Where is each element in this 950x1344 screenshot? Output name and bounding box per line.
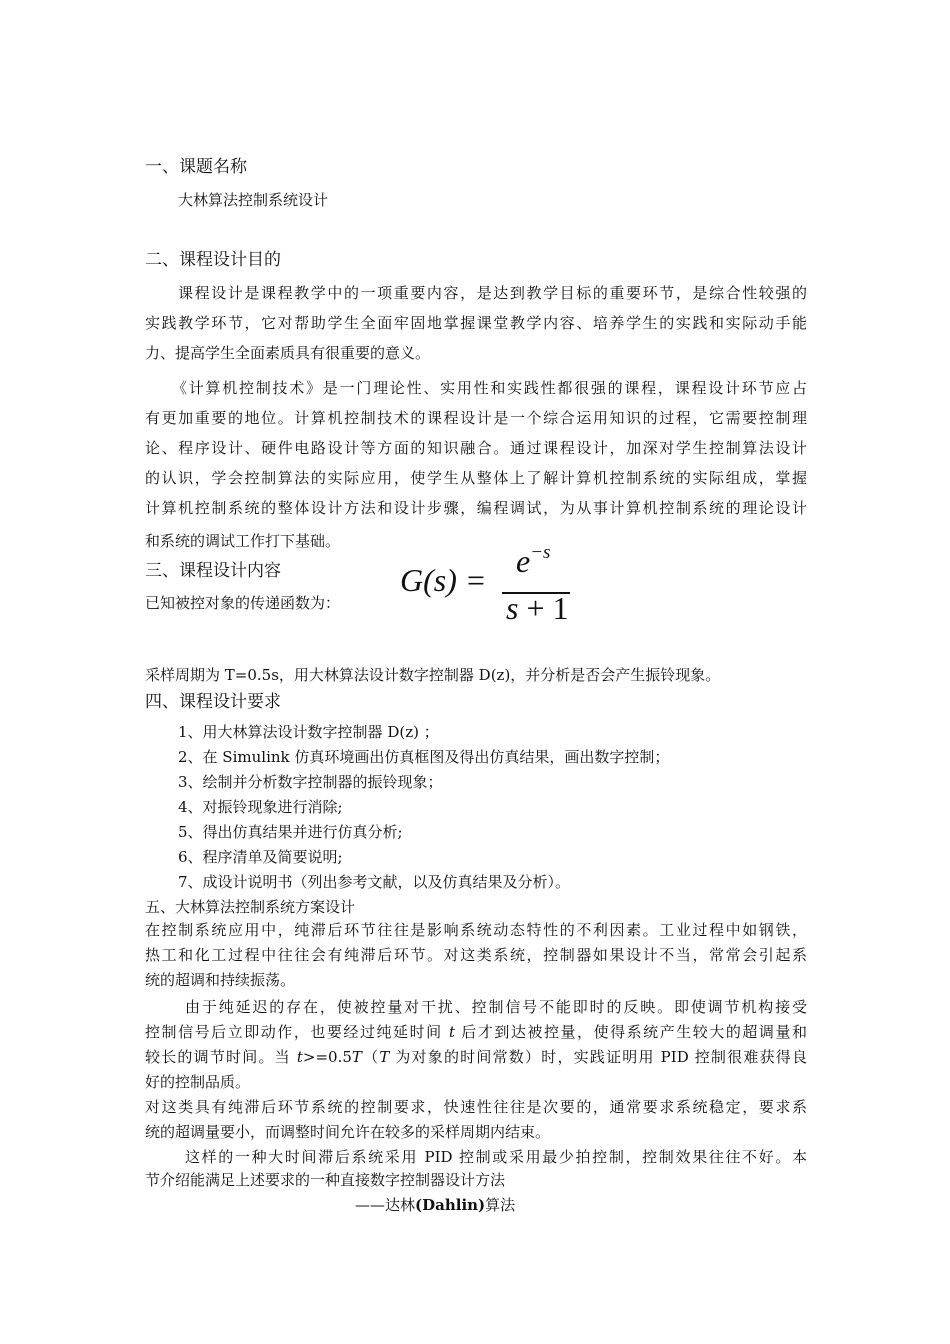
section-1-heading: 一、课题名称 (145, 157, 247, 177)
formula-numerator: $e^{-s}$ (516, 542, 551, 579)
section-3-heading: 三、课程设计内容 (145, 561, 281, 581)
requirement-item: 2、在 Simulink 仿真环境画出仿真框图及得出仿真结果，画出数字控制； (178, 748, 670, 766)
sec5-p1-line2: 热工和化工过程中往往会有纯滞后环节。对这类系统，控制器如果设计不当，常常会引起系 (145, 946, 807, 964)
sec2-p2-line3: 论、程序设计、硬件电路设计等方面的知识融合。通过课程设计，加深对学生控制算法设计 (145, 439, 807, 457)
section-5-heading: 五、大林算法控制系统方案设计 (145, 898, 356, 916)
sec2-p1-line1: 课程设计是课程教学中的一项重要内容，是达到教学目标的重要环节，是综合性较强的 (178, 284, 807, 302)
requirement-item: 3、绘制并分析数字控制器的振铃现象； (178, 773, 443, 791)
sec5-p1-line3: 统的超调和持续振荡。 (145, 971, 296, 989)
requirement-item: 7、成设计说明书（列出参考文献，以及仿真结果及分析）。 (178, 873, 571, 891)
requirement-item: 4、对振铃现象进行消除; (178, 798, 343, 816)
formula-exponent: −s (530, 542, 551, 563)
section-4-heading: 四、课程设计要求 (145, 692, 281, 712)
sec2-p1-line2: 实践教学环节，它对帮助学生全面牢固地掌握课堂教学内容、培养学生的实践和实际动手能 (145, 314, 807, 332)
section-2-heading: 二、课程设计目的 (145, 250, 281, 270)
transfer-function-formula (398, 540, 588, 630)
sec2-p1-line3: 力、提高学生全面素质具有很重要的意义。 (145, 344, 431, 362)
sec2-p2-line4: 的认识，学会控制算法的实际应用，使学生从整体上了解计算机控制系统的实际组成，掌握 (145, 469, 807, 487)
transfer-function-intro: 已知被控对象的传递函数为： (145, 594, 341, 612)
formula-denominator: s + 1 (506, 590, 569, 626)
sec5-p2-line3: 较长的调节时间。当 t>=0.5T（T 为对象的时间常数）时，实践证明用 PID 控制很难获得良 (145, 1048, 807, 1066)
sec2-p2-line1: 《计算机控制技术》是一门理论性、实用性和实践性都很强的课程，课程设计环节应占 (172, 379, 807, 397)
sampling-period-text: 采样周期为 T=0.5s，用大林算法设计数字控制器 D(z)，并分析是否会产生振铃现象。 (145, 666, 721, 684)
sec2-p2-line6: 和系统的调试工作打下基础。 (145, 532, 341, 550)
requirement-item: 6、程序清单及简要说明; (178, 848, 343, 866)
project-title: 大林算法控制系统设计 (178, 191, 329, 209)
sec5-p3-line2: 统的超调量要小，而调整时间允许在较多的采样周期内结束。 (145, 1123, 551, 1141)
sec5-p4-line1: 这样的一种大时间滞后系统采用 PID 控制或采用最少拍控制，控制效果往往不好。本 (185, 1148, 807, 1166)
sec5-p4-line2: 节介绍能满足上述要求的一种直接数字控制器设计方法 (145, 1171, 506, 1189)
sec5-p2-line1: 由于纯延迟的存在，使被控量对干扰、控制信号不能即时的反映。即使调节机构接受 (185, 998, 807, 1016)
dahlin-algorithm-title: ——达林(Dahlin)算法 (355, 1196, 516, 1214)
sec2-p2-line5: 计算机控制系统的整体设计方法和设计步骤，编程调试，为从事计算机控制系统的理论设计 (145, 499, 807, 517)
sec5-p3-line1: 对这类具有纯滞后环节系统的控制要求，快速性往往是次要的，通常要求系统稳定，要求系 (145, 1098, 807, 1116)
requirement-item: 1、用大林算法设计数字控制器 D(z) ； (178, 723, 439, 741)
sec5-p2-line2: 控制信号后立即动作，也要经过纯延时间 t 后才到达被控量，使得系统产生较大的超调量和 (145, 1023, 807, 1041)
requirement-item: 5、得出仿真结果并进行仿真分析; (178, 823, 403, 841)
sec2-p2-line2: 有更加重要的地位。计算机控制技术的课程设计是一个综合运用知识的过程，它需要控制理 (145, 409, 807, 427)
sec5-p2-line4: 好的控制品质。 (145, 1073, 251, 1091)
sec5-p1-line1: 在控制系统应用中，纯滞后环节往往是影响系统动态特性的不利因素。工业过程中如钢铁， (145, 921, 807, 939)
formula-lhs: G(s) = (400, 562, 487, 598)
